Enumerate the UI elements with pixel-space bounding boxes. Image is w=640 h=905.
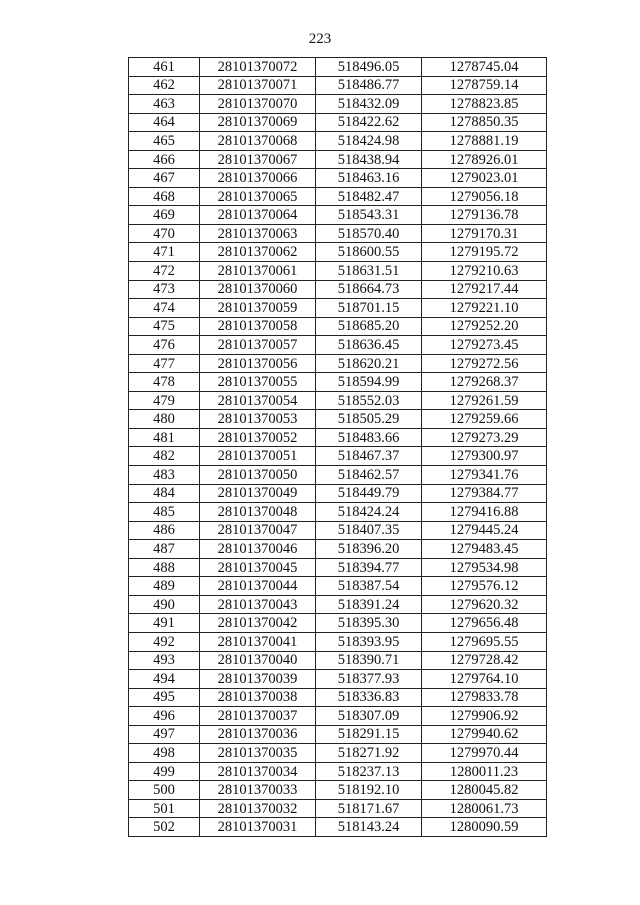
row-number-cell: 463 [129,95,200,114]
y-coordinate-cell: 1279170.31 [422,224,547,243]
x-coordinate-cell: 518394.77 [316,558,422,577]
table-row [129,336,547,355]
row-number-cell: 470 [129,224,200,243]
cadastral-id-cell: 28101370054 [200,391,316,410]
table-row [129,670,547,689]
x-coordinate-cell: 518393.95 [316,632,422,651]
x-coordinate-cell: 518483.66 [316,428,422,447]
y-coordinate-cell: 1279416.88 [422,503,547,522]
row-number-cell: 483 [129,466,200,485]
cadastral-id-cell: 28101370050 [200,466,316,485]
y-coordinate-cell: 1279023.01 [422,169,547,188]
row-number-cell: 479 [129,391,200,410]
x-coordinate-cell: 518462.57 [316,466,422,485]
y-coordinate-cell: 1279136.78 [422,206,547,225]
y-coordinate-cell: 1279970.44 [422,744,547,763]
cadastral-id-cell: 28101370049 [200,484,316,503]
table-row [129,781,547,800]
y-coordinate-cell: 1279056.18 [422,187,547,206]
page-number: 223 [308,31,332,47]
table-row [129,818,547,837]
row-number-cell: 477 [129,354,200,373]
x-coordinate-cell: 518463.16 [316,169,422,188]
y-coordinate-cell: 1280090.59 [422,818,547,837]
y-coordinate-cell: 1279483.45 [422,540,547,559]
cadastral-id-cell: 28101370057 [200,336,316,355]
x-coordinate-cell: 518422.62 [316,113,422,132]
x-coordinate-cell: 518482.47 [316,187,422,206]
y-coordinate-cell: 1279268.37 [422,373,547,392]
row-number-cell: 468 [129,187,200,206]
x-coordinate-cell: 518387.54 [316,577,422,596]
row-number-cell: 481 [129,428,200,447]
y-coordinate-cell: 1278926.01 [422,150,547,169]
cadastral-id-cell: 28101370059 [200,299,316,318]
table-row [129,243,547,262]
y-coordinate-cell: 1279764.10 [422,670,547,689]
row-number-cell: 496 [129,707,200,726]
cadastral-id-cell: 28101370067 [200,150,316,169]
x-coordinate-cell: 518449.79 [316,484,422,503]
y-coordinate-cell: 1279445.24 [422,521,547,540]
table-row [129,410,547,429]
table-row [129,428,547,447]
table-row [129,150,547,169]
cadastral-id-cell: 28101370038 [200,688,316,707]
cadastral-id-cell: 28101370035 [200,744,316,763]
cadastral-id-cell: 28101370031 [200,818,316,837]
cadastral-id-cell: 28101370039 [200,670,316,689]
y-coordinate-cell: 1279833.78 [422,688,547,707]
row-number-cell: 497 [129,725,200,744]
x-coordinate-cell: 518631.51 [316,262,422,281]
cadastral-id-cell: 28101370060 [200,280,316,299]
x-coordinate-cell: 518307.09 [316,707,422,726]
y-coordinate-cell: 1278823.85 [422,95,547,114]
x-coordinate-cell: 518291.15 [316,725,422,744]
y-coordinate-cell: 1279273.29 [422,428,547,447]
y-coordinate-cell: 1279195.72 [422,243,547,262]
cadastral-id-cell: 28101370041 [200,632,316,651]
x-coordinate-cell: 518407.35 [316,521,422,540]
row-number-cell: 491 [129,614,200,633]
x-coordinate-cell: 518467.37 [316,447,422,466]
row-number-cell: 495 [129,688,200,707]
y-coordinate-cell: 1279252.20 [422,317,547,336]
cadastral-id-cell: 28101370070 [200,95,316,114]
table-row [129,391,547,410]
x-coordinate-cell: 518570.40 [316,224,422,243]
x-coordinate-cell: 518396.20 [316,540,422,559]
y-coordinate-cell: 1280011.23 [422,762,547,781]
row-number-cell: 478 [129,373,200,392]
row-number-cell: 502 [129,818,200,837]
table-row [129,132,547,151]
cadastral-id-cell: 28101370066 [200,169,316,188]
x-coordinate-cell: 518594.99 [316,373,422,392]
cadastral-id-cell: 28101370063 [200,224,316,243]
y-coordinate-cell: 1279300.97 [422,447,547,466]
y-coordinate-cell: 1279221.10 [422,299,547,318]
x-coordinate-cell: 518685.20 [316,317,422,336]
y-coordinate-cell: 1279656.48 [422,614,547,633]
y-coordinate-cell: 1279217.44 [422,280,547,299]
x-coordinate-cell: 518664.73 [316,280,422,299]
y-coordinate-cell: 1279728.42 [422,651,547,670]
y-coordinate-cell: 1279576.12 [422,577,547,596]
row-number-cell: 490 [129,595,200,614]
x-coordinate-cell: 518620.21 [316,354,422,373]
cadastral-id-cell: 28101370068 [200,132,316,151]
row-number-cell: 472 [129,262,200,281]
table-row [129,466,547,485]
table-row [129,540,547,559]
row-number-cell: 476 [129,336,200,355]
row-number-cell: 488 [129,558,200,577]
cadastral-id-cell: 28101370061 [200,262,316,281]
y-coordinate-cell: 1279341.76 [422,466,547,485]
x-coordinate-cell: 518336.83 [316,688,422,707]
cadastral-id-cell: 28101370037 [200,707,316,726]
x-coordinate-cell: 518395.30 [316,614,422,633]
table-row [129,707,547,726]
cadastral-id-cell: 28101370062 [200,243,316,262]
cadastral-id-cell: 28101370043 [200,595,316,614]
y-coordinate-cell: 1278759.14 [422,76,547,95]
cadastral-id-cell: 28101370042 [200,614,316,633]
cadastral-id-cell: 28101370051 [200,447,316,466]
x-coordinate-cell: 518237.13 [316,762,422,781]
row-number-cell: 500 [129,781,200,800]
row-number-cell: 486 [129,521,200,540]
table-row [129,262,547,281]
table-row [129,651,547,670]
cadastral-id-cell: 28101370036 [200,725,316,744]
table-row [129,76,547,95]
table-row [129,632,547,651]
x-coordinate-cell: 518496.05 [316,58,422,77]
row-number-cell: 480 [129,410,200,429]
x-coordinate-cell: 518552.03 [316,391,422,410]
table-row [129,595,547,614]
cadastral-id-cell: 28101370032 [200,799,316,818]
y-coordinate-cell: 1279940.62 [422,725,547,744]
row-number-cell: 489 [129,577,200,596]
cadastral-id-cell: 28101370044 [200,577,316,596]
x-coordinate-cell: 518391.24 [316,595,422,614]
x-coordinate-cell: 518636.45 [316,336,422,355]
cadastral-id-cell: 28101370056 [200,354,316,373]
row-number-cell: 467 [129,169,200,188]
row-number-cell: 469 [129,206,200,225]
cadastral-id-cell: 28101370048 [200,503,316,522]
row-number-cell: 474 [129,299,200,318]
table-row [129,447,547,466]
cadastral-id-cell: 28101370047 [200,521,316,540]
cadastral-id-cell: 28101370040 [200,651,316,670]
table-row [129,354,547,373]
x-coordinate-cell: 518271.92 [316,744,422,763]
table-row [129,373,547,392]
row-number-cell: 482 [129,447,200,466]
x-coordinate-cell: 518377.93 [316,670,422,689]
cadastral-id-cell: 28101370064 [200,206,316,225]
y-coordinate-cell: 1279534.98 [422,558,547,577]
table-row [129,187,547,206]
table-row [129,206,547,225]
cadastral-id-cell: 28101370065 [200,187,316,206]
row-number-cell: 494 [129,670,200,689]
y-coordinate-cell: 1278881.19 [422,132,547,151]
row-number-cell: 466 [129,150,200,169]
cadastral-id-cell: 28101370033 [200,781,316,800]
row-number-cell: 461 [129,58,200,77]
row-number-cell: 498 [129,744,200,763]
cadastral-id-cell: 28101370072 [200,58,316,77]
table-row [129,484,547,503]
cadastral-id-cell: 28101370055 [200,373,316,392]
x-coordinate-cell: 518486.77 [316,76,422,95]
x-coordinate-cell: 518438.94 [316,150,422,169]
row-number-cell: 471 [129,243,200,262]
cadastral-id-cell: 28101370046 [200,540,316,559]
row-number-cell: 501 [129,799,200,818]
x-coordinate-cell: 518424.98 [316,132,422,151]
x-coordinate-cell: 518143.24 [316,818,422,837]
table-row [129,521,547,540]
x-coordinate-cell: 518701.15 [316,299,422,318]
table-row [129,317,547,336]
coordinates-table-body [129,58,547,837]
coordinates-table [128,57,547,837]
table-row [129,58,547,77]
y-coordinate-cell: 1279273.45 [422,336,547,355]
x-coordinate-cell: 518171.67 [316,799,422,818]
y-coordinate-cell: 1279906.92 [422,707,547,726]
x-coordinate-cell: 518600.55 [316,243,422,262]
table-row [129,614,547,633]
cadastral-id-cell: 28101370052 [200,428,316,447]
x-coordinate-cell: 518424.24 [316,503,422,522]
table-row [129,577,547,596]
y-coordinate-cell: 1279210.63 [422,262,547,281]
row-number-cell: 475 [129,317,200,336]
cadastral-id-cell: 28101370053 [200,410,316,429]
cadastral-id-cell: 28101370069 [200,113,316,132]
row-number-cell: 492 [129,632,200,651]
row-number-cell: 487 [129,540,200,559]
table-row [129,725,547,744]
cadastral-id-cell: 28101370045 [200,558,316,577]
table-row [129,762,547,781]
table-row [129,558,547,577]
table-row [129,799,547,818]
row-number-cell: 499 [129,762,200,781]
x-coordinate-cell: 518192.10 [316,781,422,800]
x-coordinate-cell: 518432.09 [316,95,422,114]
table-row [129,299,547,318]
y-coordinate-cell: 1279261.59 [422,391,547,410]
row-number-cell: 485 [129,503,200,522]
y-coordinate-cell: 1279259.66 [422,410,547,429]
cadastral-id-cell: 28101370034 [200,762,316,781]
y-coordinate-cell: 1279695.55 [422,632,547,651]
row-number-cell: 462 [129,76,200,95]
y-coordinate-cell: 1279272.56 [422,354,547,373]
cadastral-id-cell: 28101370058 [200,317,316,336]
table-row [129,503,547,522]
y-coordinate-cell: 1280045.82 [422,781,547,800]
x-coordinate-cell: 518543.31 [316,206,422,225]
table-row [129,280,547,299]
cadastral-id-cell: 28101370071 [200,76,316,95]
y-coordinate-cell: 1279620.32 [422,595,547,614]
table-row [129,744,547,763]
table-row [129,95,547,114]
y-coordinate-cell: 1278850.35 [422,113,547,132]
row-number-cell: 464 [129,113,200,132]
table-row [129,688,547,707]
y-coordinate-cell: 1278745.04 [422,58,547,77]
table-row [129,113,547,132]
row-number-cell: 493 [129,651,200,670]
x-coordinate-cell: 518505.29 [316,410,422,429]
x-coordinate-cell: 518390.71 [316,651,422,670]
y-coordinate-cell: 1280061.73 [422,799,547,818]
table-row [129,224,547,243]
table-row [129,169,547,188]
row-number-cell: 473 [129,280,200,299]
y-coordinate-cell: 1279384.77 [422,484,547,503]
row-number-cell: 484 [129,484,200,503]
row-number-cell: 465 [129,132,200,151]
